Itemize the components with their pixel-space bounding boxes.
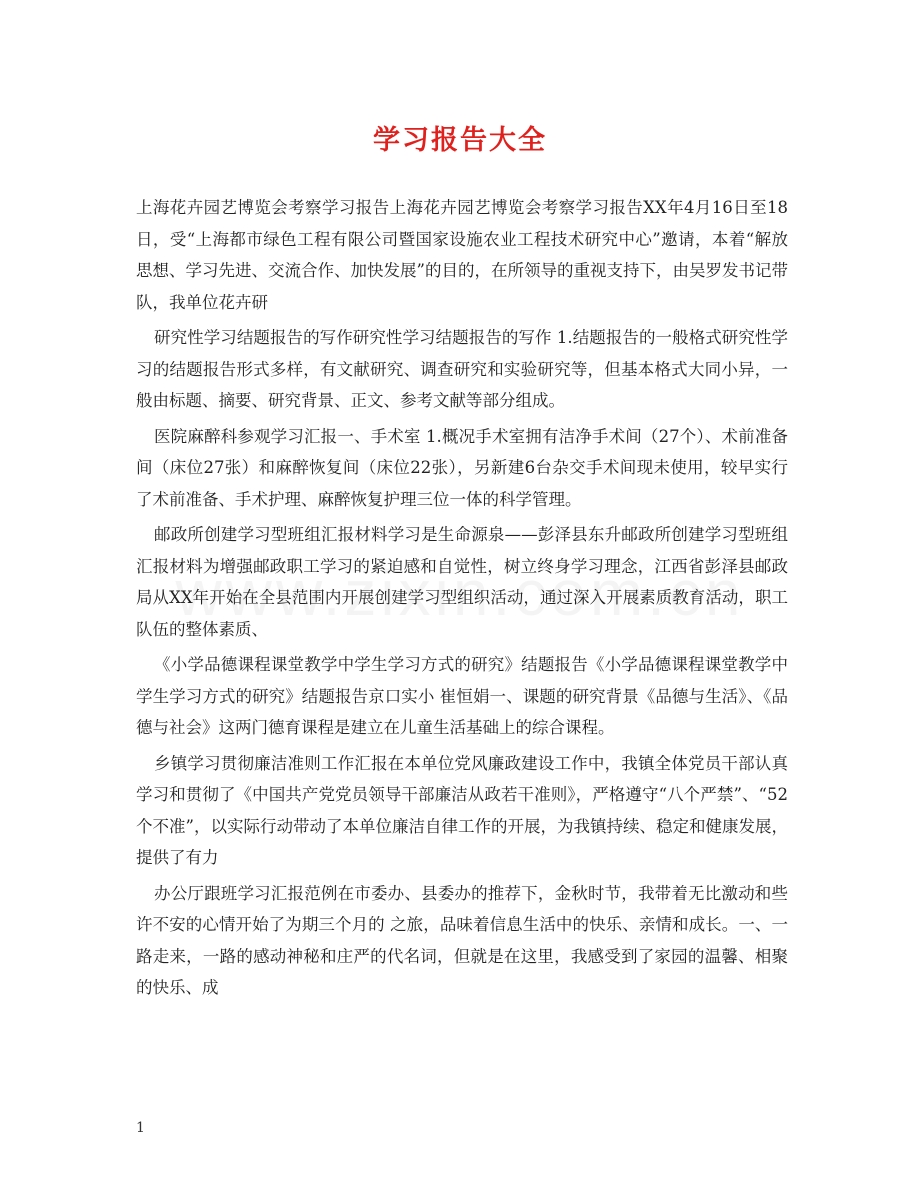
paragraph-2: 研究性学习结题报告的写作研究性学习结题报告的写作 1.结题报告的一般格式研究性学习的结题报告形式多样，有文献研究、调查研究和实验研究等，但基本格式大同小异，一般由标题、摘要、研究背景、正文、参考文献等部分组成。	[136, 328, 788, 410]
paragraph-1: 上海花卉园艺博览会考察学习报告上海花卉园艺博览会考察学习报告XX年4月16日至18日，受“上海都市绿色工程有限公司暨国家设施农业工程技术研究中心”邀请，本着“解放思想、学习先进、交流合作、加快发展”的目的，在所领导的重视支持下，由吴罗发书记带队，我单位花卉研	[136, 198, 788, 312]
page-title: 学习报告大全	[373, 125, 547, 156]
paragraph-4: 邮政所创建学习型班组汇报材料学习是生命源泉——彭泽县东升邮政所创建学习型班组汇报材料为增强邮政职工学习的紧迫感和自觉性，树立终身学习理念，江西省彭泽县邮政局从XX年开始在全县范围内开展创建学习型组织活动，通过深入开展素质教育活动，职工队伍的整体素质、	[136, 525, 788, 639]
paragraph-7: 办公厅跟班学习汇报范例在市委办、县委办的推荐下，金秋时节，我带着无比激动和些许不安的心情开始了为期三个月的 之旅，品味着信息生活中的快乐、亲情和成长。一、一路走来，一路的感动神秘和庄严的代名词，但就是在这里，我感受到了家园的温馨、相聚的快乐、成	[136, 883, 788, 997]
paragraph-6: 乡镇学习贯彻廉洁准则工作汇报在本单位党风廉政建设工作中，我镇全体党员干部认真学习和贯彻了《中国共产党党员领导干部廉洁从政若干准则》，严格遵守“八个严禁”、“52个不准”，以实际行动带动了本单位廉洁自律工作的开展，为我镇持续、稳定和健康发展，提供了有力	[136, 753, 788, 867]
page-number: 1	[136, 1120, 145, 1136]
paragraph-3: 医院麻醉科参观学习汇报一、手术室 1.概况手术室拥有洁净手术间（27个）、术前准备间（床位27张）和麻醉恢复间（床位22张），另新建6台杂交手术间现未使用，较早实行了术前准备、手术护理、麻醉恢复护理三位一体的科学管理。	[136, 426, 788, 509]
document-body	[136, 192, 788, 1008]
paragraph-5: 《小学品德课程课堂教学中学生学习方式的研究》结题报告《小学品德课程课堂教学中学生学习方式的研究》结题报告京口实小 崔恒娟一、课题的研究背景《品德与生活》、《品德与社会》这两门德育课程是建立在儿童生活基础上的综合课程。	[136, 655, 788, 737]
